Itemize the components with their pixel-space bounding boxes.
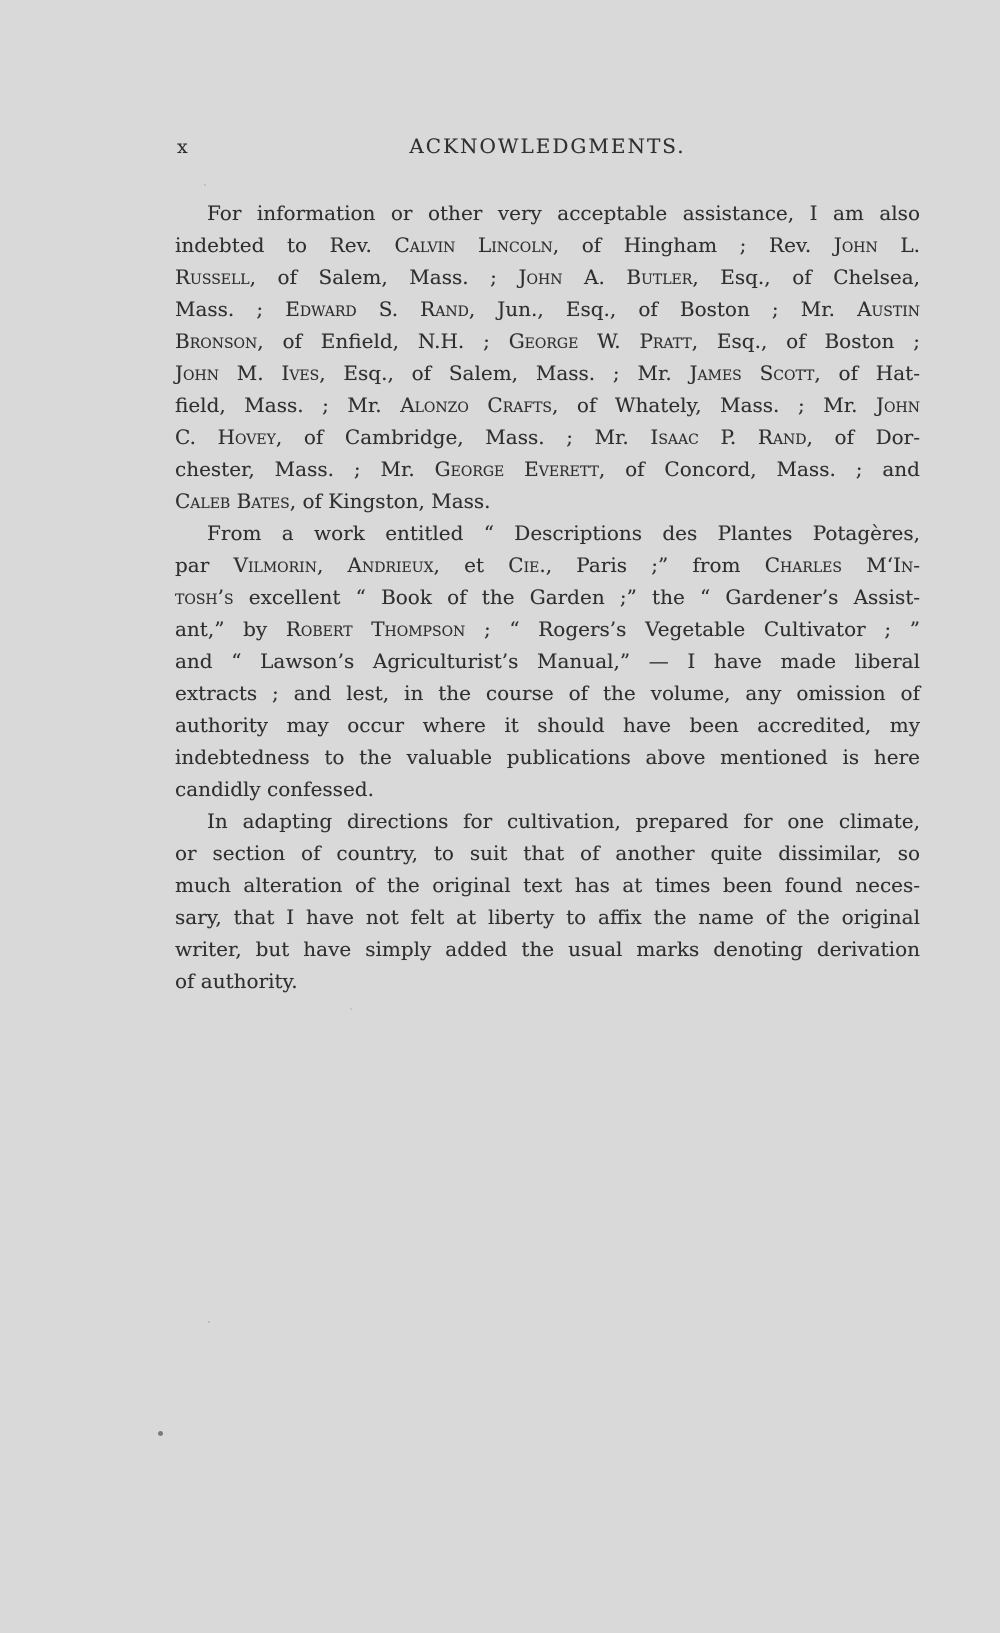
text-run: , of Enfield, N.H. ; bbox=[257, 329, 509, 353]
text-run: , Paris ;” from bbox=[545, 553, 765, 577]
text-run: candidly confessed. bbox=[175, 777, 374, 801]
text-run: , Esq., of Boston ; bbox=[691, 329, 921, 353]
page-number: x bbox=[177, 136, 189, 158]
text-line bbox=[175, 581, 920, 613]
small-caps-name: James Scott bbox=[689, 361, 815, 385]
text-run: sary, that I have not felt at liberty to affix the name of the original bbox=[175, 905, 920, 929]
text-run: indebted to Rev. bbox=[175, 233, 395, 257]
text-run: , of Hingham ; Rev. bbox=[552, 233, 834, 257]
scan-speck bbox=[350, 1008, 352, 1010]
small-caps-name: Isaac bbox=[650, 425, 699, 449]
text-run: P. bbox=[698, 425, 758, 449]
text-run: From a work entitled “ Descriptions des Plantes Potagères, bbox=[207, 521, 920, 545]
text-line bbox=[175, 453, 920, 485]
text-run: W. bbox=[578, 329, 640, 353]
scan-speck bbox=[158, 1431, 163, 1436]
text-run: , Jun., Esq., of Boston ; Mr. bbox=[468, 297, 858, 321]
text-run: field, Mass. ; Mr. bbox=[175, 393, 401, 417]
text-run: Mass. ; bbox=[175, 297, 286, 321]
text-line bbox=[175, 549, 920, 581]
text-line bbox=[175, 357, 920, 389]
small-caps-name: Robert Thompson bbox=[285, 617, 466, 641]
text-run: M‘ bbox=[841, 553, 894, 577]
text-run: , Esq., of Salem, Mass. ; Mr. bbox=[319, 361, 690, 385]
text-run: ; “ Rogers’s Vegetable Cultivator ; ” bbox=[465, 617, 920, 641]
page-body bbox=[175, 197, 920, 997]
text-line bbox=[175, 421, 920, 453]
text-run: much alteration of the original text has at times been found neces- bbox=[175, 873, 920, 897]
text-run: L. bbox=[877, 233, 921, 257]
text-line bbox=[175, 293, 920, 325]
text-line bbox=[175, 613, 920, 645]
text-line bbox=[175, 709, 920, 741]
text-run: , of Dor- bbox=[806, 425, 921, 449]
text-run: writer, but have simply added the usual marks denoting derivation bbox=[175, 937, 920, 961]
text-run: , of Whately, Mass. ; Mr. bbox=[552, 393, 877, 417]
paragraph bbox=[175, 805, 920, 997]
text-line bbox=[175, 517, 920, 549]
text-run: , of Hat- bbox=[814, 361, 920, 385]
text-run: , Esq., of Chelsea, bbox=[692, 265, 921, 289]
small-caps-name: Alonzo Crafts bbox=[400, 393, 553, 417]
small-caps-name: Cie. bbox=[508, 553, 546, 577]
text-line bbox=[175, 325, 920, 357]
small-caps-name: Vilmorin, Andrieux bbox=[233, 553, 434, 577]
text-line bbox=[175, 805, 920, 837]
small-caps-name: John bbox=[175, 361, 219, 385]
text-run: extracts ; and lest, in the course of the volume, any omission of bbox=[175, 681, 920, 705]
text-run: , of Salem, Mass. ; bbox=[249, 265, 519, 289]
text-run: and “ Lawson’s Agriculturist’s Manual,” — I have made liberal bbox=[175, 649, 920, 673]
text-run: par bbox=[175, 553, 234, 577]
text-line bbox=[175, 901, 920, 933]
text-line bbox=[175, 261, 920, 293]
small-caps-name: Russell bbox=[175, 265, 250, 289]
small-caps-name: Charles bbox=[764, 553, 842, 577]
small-caps-name: Rand bbox=[420, 297, 469, 321]
text-run: For information or other very acceptable assistance, I am also bbox=[207, 201, 920, 225]
text-line bbox=[175, 741, 920, 773]
small-caps-name: John bbox=[833, 233, 878, 257]
small-caps-name: Hovey bbox=[217, 425, 276, 449]
text-run: , et bbox=[433, 553, 509, 577]
small-caps-name: Pratt bbox=[639, 329, 692, 353]
small-caps-name: Bronson bbox=[175, 329, 258, 353]
page-title: ACKNOWLEDGMENTS. bbox=[409, 134, 686, 158]
text-run: indebtedness to the valuable publications above mentioned is here bbox=[175, 745, 920, 769]
text-line bbox=[175, 229, 920, 261]
text-run: or section of country, to suit that of another quite dissimilar, so bbox=[175, 841, 920, 865]
text-run: chester, Mass. ; Mr. bbox=[175, 457, 435, 481]
small-caps-name: George bbox=[508, 329, 579, 353]
text-run: A. bbox=[562, 265, 627, 289]
text-run: excellent “ Book of the Garden ;” the “ Gardener’s Assist- bbox=[233, 585, 920, 609]
small-caps-name: Butler bbox=[626, 265, 693, 289]
small-caps-name: In- bbox=[893, 553, 920, 577]
text-run: S. bbox=[356, 297, 421, 321]
paragraph bbox=[175, 197, 920, 517]
page-header bbox=[175, 133, 920, 159]
text-line bbox=[175, 933, 920, 965]
small-caps-name: John bbox=[876, 393, 920, 417]
text-run: M. bbox=[218, 361, 282, 385]
paragraph bbox=[175, 517, 920, 805]
text-run: authority may occur where it should have been accredited, my bbox=[175, 713, 920, 737]
text-line bbox=[175, 869, 920, 901]
text-line bbox=[175, 197, 920, 229]
scan-speck bbox=[208, 1321, 210, 1323]
text-run: , of Kingston, Mass. bbox=[289, 489, 491, 513]
text-run: , of Concord, Mass. ; and bbox=[598, 457, 920, 481]
text-line bbox=[175, 837, 920, 869]
small-caps-name: Calvin Lincoln bbox=[394, 233, 553, 257]
text-run: In adapting directions for cultivation, prepared for one climate, bbox=[207, 809, 920, 833]
small-caps-name: tosh’s bbox=[175, 585, 234, 609]
text-line bbox=[175, 645, 920, 677]
scan-speck bbox=[204, 184, 206, 186]
text-line bbox=[175, 677, 920, 709]
text-run: of authority. bbox=[175, 969, 298, 993]
small-caps-name: Edward bbox=[285, 297, 357, 321]
small-caps-name: John bbox=[518, 265, 563, 289]
text-line bbox=[175, 485, 920, 517]
small-caps-name: George Everett bbox=[434, 457, 599, 481]
small-caps-name: Austin bbox=[857, 297, 921, 321]
text-line bbox=[175, 773, 920, 805]
text-run: ant,” by bbox=[175, 617, 286, 641]
text-run: , of Cambridge, Mass. ; Mr. bbox=[275, 425, 651, 449]
small-caps-name: Caleb Bates bbox=[175, 489, 290, 513]
text-line bbox=[175, 389, 920, 421]
small-caps-name: Ives bbox=[281, 361, 320, 385]
text-line bbox=[175, 965, 920, 997]
text-run: C. bbox=[175, 425, 218, 449]
small-caps-name: Rand bbox=[757, 425, 807, 449]
